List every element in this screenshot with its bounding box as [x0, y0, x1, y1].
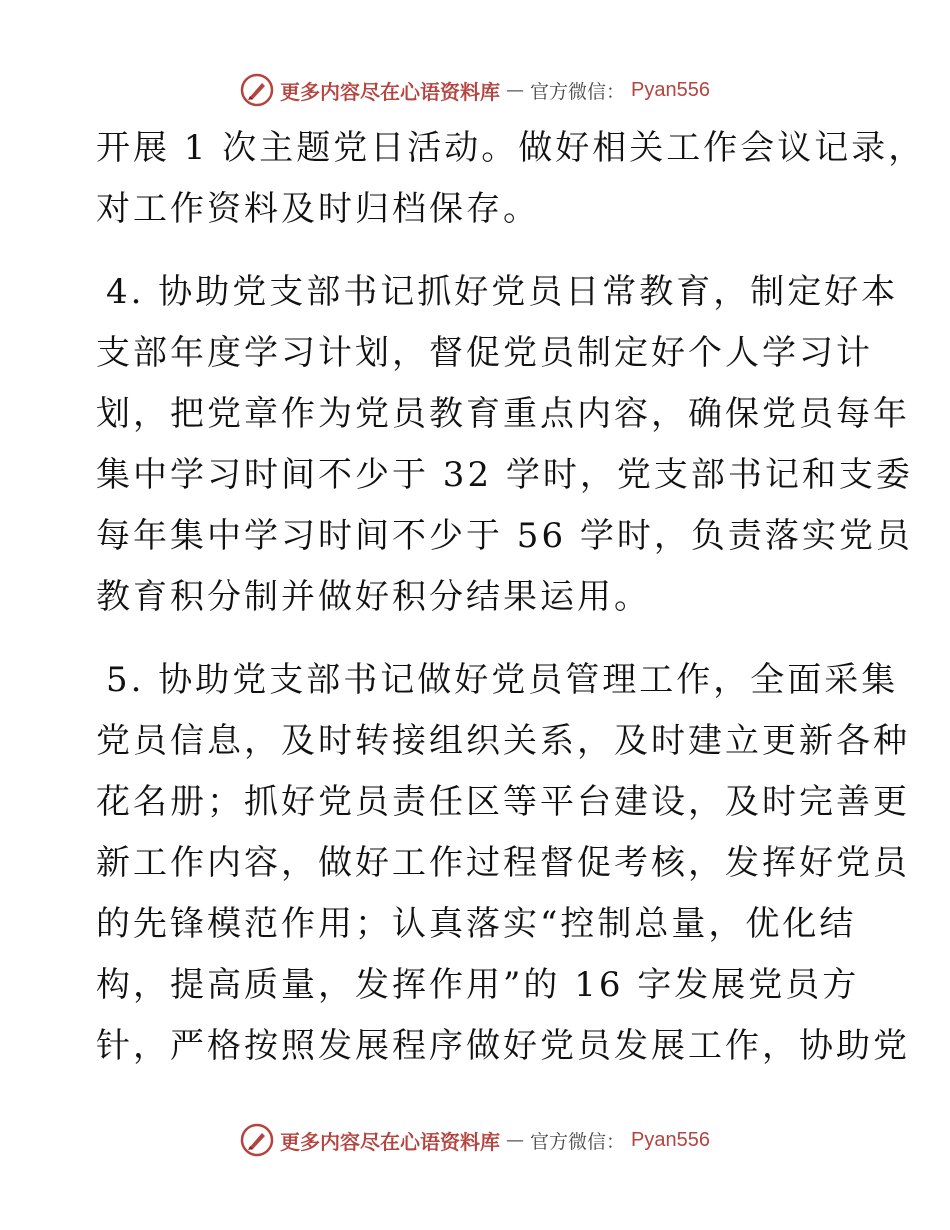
watermark-text: 更多内容尽在心语资料库 [280, 1129, 500, 1154]
text-line: 支部年度学习计划，督促党员制定好个人学习计 [96, 333, 873, 373]
text-line: 集中学习时间不少于 32 学时，党支部书记和支委 [96, 455, 913, 495]
document-body [96, 118, 926, 1099]
footer-watermark [0, 1120, 950, 1160]
text-line: 5. 协助党支部书记做好党员管理工作，全面采集 [106, 660, 899, 700]
header-watermark [0, 70, 950, 110]
paragraph-1 [96, 118, 926, 240]
text-line: 每年集中学习时间不少于 56 学时，负责落实党员 [96, 516, 913, 556]
watermark-separator: — [506, 1129, 524, 1151]
watermark-separator: — [506, 79, 524, 101]
text-line: 对工作资料及时归档保存。 [96, 189, 540, 229]
text-line: 新工作内容，做好工作过程督促考核，发挥好党员 [96, 843, 910, 883]
text-line: 4. 协助党支部书记抓好党员日常教育，制定好本 [106, 272, 899, 312]
pen-logo-icon [240, 1123, 274, 1157]
text-line: 构，提高质量，发挥作用”的 16 字发展党员方 [96, 965, 860, 1005]
text-line: 教育积分制并做好积分结果运用。 [96, 577, 651, 617]
watermark-label: 官方微信： [530, 80, 626, 103]
watermark-wechat-id: Pyan556 [631, 1128, 710, 1151]
text-line: 开展 1 次主题党日活动。做好相关工作会议记录， [96, 128, 926, 168]
text-line: 花名册；抓好党员责任区等平台建设，及时完善更 [96, 782, 910, 822]
paragraph-item-5 [96, 650, 910, 1077]
text-line: 党员信息，及时转接组织关系，及时建立更新各种 [96, 721, 910, 761]
text-line: 划，把党章作为党员教育重点内容，确保党员每年 [96, 394, 910, 434]
watermark-label: 官方微信： [530, 1130, 626, 1153]
text-line: 的先锋模范作用；认真落实“控制总量，优化结 [96, 904, 857, 944]
pen-logo-icon [240, 73, 274, 107]
paragraph-item-4 [96, 262, 913, 628]
watermark-text: 更多内容尽在心语资料库 [280, 79, 500, 104]
watermark-wechat-id: Pyan556 [631, 78, 710, 101]
text-line: 针，严格按照发展程序做好党员发展工作，协助党 [96, 1026, 910, 1066]
